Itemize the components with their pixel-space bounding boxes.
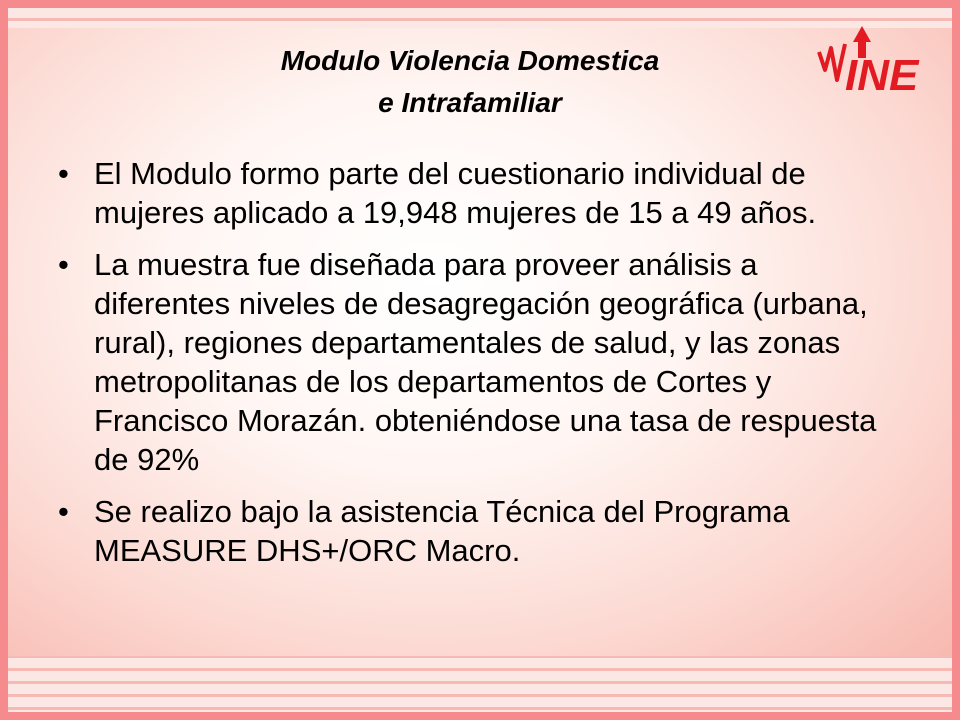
slide-title <box>180 40 760 124</box>
bullet-text: Se realizo bajo la asistencia Técnica del Programa MEASURE DHS+/ORC Macro. <box>94 494 790 568</box>
bullet-marker: • <box>58 156 69 191</box>
bullet-text: El Modulo formo parte del cuestionario individual de mujeres aplicado a 19,948 mujeres de 15 a 49 años. <box>94 156 817 230</box>
bullet-marker: • <box>58 247 69 282</box>
bullet-item <box>58 154 878 232</box>
bullet-item <box>58 492 878 570</box>
bullet-marker: • <box>58 494 69 529</box>
logo-zigzag-icon <box>819 44 845 80</box>
title-line-2: e Intrafamiliar <box>378 87 562 118</box>
bullet-item <box>58 245 878 479</box>
ine-logo <box>815 22 940 102</box>
bullet-list <box>58 154 878 583</box>
logo-text: INE <box>845 51 919 100</box>
title-line-1: Modulo Violencia Domestica <box>280 45 660 76</box>
bullet-text: La muestra fue diseñada para proveer análisis a diferentes niveles de desagregación geográfica (urbana, rural), regiones departamentales de salud, y las zonas metropolitanas de los departamentos de Cortes y Francisco Morazán. obteniéndose una tasa de respuesta de 92% <box>94 247 877 477</box>
